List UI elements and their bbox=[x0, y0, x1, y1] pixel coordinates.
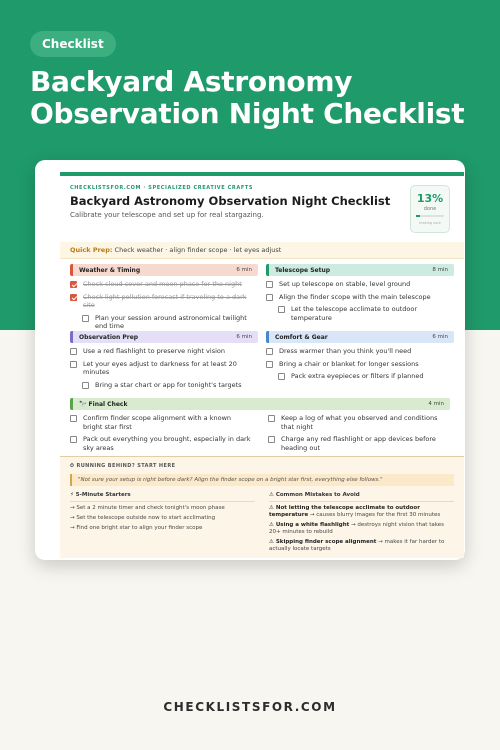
checklist-item-label: Bring a chair or blanket for longer sessions bbox=[279, 359, 419, 368]
starters-column bbox=[70, 492, 255, 553]
footer-brand: CHECKLISTSFOR.COM bbox=[163, 700, 337, 714]
checkbox[interactable] bbox=[266, 294, 273, 301]
final-check-section bbox=[70, 398, 450, 452]
running-behind-quote: "Not sure your setup is right before dark? Align the finder scope on a bright star first, everything else follows." bbox=[70, 474, 454, 486]
hero-title: Backyard Astronomy Observation Night Checklist bbox=[30, 65, 465, 130]
checklist-item-label: Plan your session around astronomical twilight end time bbox=[95, 313, 247, 330]
checkbox[interactable] bbox=[70, 361, 77, 368]
final-check-column bbox=[70, 410, 252, 452]
checklist-item[interactable] bbox=[266, 280, 454, 289]
checklist-item[interactable] bbox=[82, 381, 258, 390]
checklist-item-label: Charge any red flashlight or app devices before heading out bbox=[281, 435, 436, 452]
mistake-title: ⚠ Skipping finder scope alignment bbox=[269, 539, 377, 545]
checkbox[interactable] bbox=[70, 436, 77, 443]
section-minutes: 6 min bbox=[432, 334, 448, 340]
checklist-item-label: Keep a log of what you observed and conditions that night bbox=[281, 414, 438, 431]
mistake-item bbox=[269, 505, 454, 519]
checklist-item[interactable] bbox=[266, 293, 454, 302]
sheet-subtitle: Calibrate your telescope and set up for real stargazing. bbox=[70, 211, 264, 219]
checklist-sheet bbox=[60, 172, 464, 558]
section-minutes: 6 min bbox=[236, 267, 252, 273]
mistake-item bbox=[269, 522, 454, 536]
checklist-item[interactable] bbox=[70, 435, 252, 452]
mistake-consequence: → makes it far harder to actually locate targets bbox=[269, 539, 445, 552]
checkbox[interactable] bbox=[82, 382, 89, 389]
checklist-item[interactable] bbox=[268, 435, 450, 452]
checklist-section bbox=[70, 264, 258, 331]
checklist-item-label: Use a red flashlight to preserve night vision bbox=[83, 347, 225, 355]
checklist-item[interactable] bbox=[70, 360, 258, 377]
checklist-item-label: Align the finder scope with the main telescope bbox=[279, 292, 431, 301]
section-header bbox=[70, 264, 258, 276]
checkbox[interactable] bbox=[70, 281, 77, 288]
checkbox[interactable] bbox=[70, 415, 77, 422]
starters-title: ⚡ 5-Minute Starters bbox=[70, 492, 255, 502]
checklist-item-label: Let your eyes adjust to darkness for at least 20 minutes bbox=[83, 359, 237, 376]
checklist-section bbox=[266, 331, 454, 381]
checkbox[interactable] bbox=[70, 294, 77, 301]
checklist-item[interactable] bbox=[70, 293, 258, 310]
section-title: 🔭 Final Check bbox=[79, 400, 128, 408]
checklist-item-label: Check cloud cover and moon phase for the night bbox=[83, 280, 242, 288]
checklist-item[interactable] bbox=[266, 360, 454, 369]
checklist-item[interactable] bbox=[70, 347, 258, 356]
progress-fill bbox=[416, 215, 420, 217]
section-header bbox=[70, 398, 450, 410]
mistake-consequence: → causes blurry images for the first 30 minutes bbox=[308, 512, 441, 518]
progress-widget bbox=[410, 185, 450, 233]
checklist-badge: Checklist bbox=[30, 31, 116, 57]
checklist-item[interactable] bbox=[278, 305, 454, 322]
sheet-kicker: CHECKLISTSFOR.COM · SPECIALIZED CREATIVE CRAFTS bbox=[70, 185, 254, 191]
sheet-title: Backyard Astronomy Observation Night Checklist bbox=[70, 194, 391, 208]
checklist-item[interactable] bbox=[70, 280, 258, 289]
checklist-item[interactable] bbox=[278, 372, 454, 381]
progress-note: making sure bbox=[419, 221, 441, 225]
checkbox[interactable] bbox=[82, 315, 89, 322]
checklist-item-label: Check light pollution forecast if traveling to a dark site bbox=[83, 292, 247, 309]
mistake-title: ⚠ Using a white flashlight bbox=[269, 522, 350, 528]
checkbox[interactable] bbox=[266, 348, 273, 355]
checklist-item-label: Bring a star chart or app for tonight's targets bbox=[95, 380, 242, 389]
progress-percent: 13% bbox=[416, 192, 444, 205]
checklist-section bbox=[266, 264, 454, 322]
checklist-section bbox=[70, 331, 258, 389]
checkbox[interactable] bbox=[278, 306, 285, 313]
section-header bbox=[266, 331, 454, 343]
checkbox[interactable] bbox=[278, 373, 285, 380]
section-minutes: 8 min bbox=[432, 267, 448, 273]
section-title: Weather & Timing bbox=[79, 266, 141, 274]
quick-prep-text: Check weather · align finder scope · let eyes adjust bbox=[114, 246, 282, 254]
checkbox[interactable] bbox=[266, 281, 273, 288]
checklist-item-label: Set up telescope on stable, level ground bbox=[279, 280, 411, 288]
sheet-header bbox=[60, 176, 464, 242]
quick-prep-label: Quick Prep: bbox=[70, 246, 113, 254]
section-title: Telescope Setup bbox=[275, 266, 331, 274]
mistakes-title: ⚠ Common Mistakes to Avoid bbox=[269, 492, 454, 502]
starter-item: → Find one bright star to align your finder scope bbox=[70, 525, 203, 531]
progress-bar bbox=[416, 215, 444, 217]
section-title: Comfort & Gear bbox=[275, 333, 328, 341]
checkbox[interactable] bbox=[268, 436, 275, 443]
mistake-title: ⚠ Not letting the telescope acclimate to outdoor temperature bbox=[269, 505, 420, 518]
section-title: Observation Prep bbox=[79, 333, 139, 341]
running-behind-heading: ⏱ RUNNING BEHIND? START HERE bbox=[70, 463, 176, 469]
starter-item: → Set a 2 minute timer and check tonight's moon phase bbox=[70, 505, 225, 511]
section-minutes: 4 min bbox=[428, 401, 444, 407]
mistake-item bbox=[269, 539, 454, 553]
section-header bbox=[266, 264, 454, 276]
checkbox[interactable] bbox=[266, 361, 273, 368]
mistakes-column bbox=[269, 492, 454, 553]
checkbox[interactable] bbox=[70, 348, 77, 355]
section-header bbox=[70, 331, 258, 343]
checklist-item-label: Let the telescope acclimate to outdoor temperature bbox=[291, 305, 417, 322]
checklist-item-label: Pack out everything you brought, especially in dark sky areas bbox=[83, 435, 251, 452]
checklist-item[interactable] bbox=[70, 414, 252, 431]
progress-label: done bbox=[423, 206, 437, 212]
section-minutes: 6 min bbox=[236, 334, 252, 340]
checkbox[interactable] bbox=[268, 415, 275, 422]
checklist-item-label: Dress warmer than you think you'll need bbox=[279, 347, 412, 355]
checklist-item-label: Pack extra eyepieces or filters if planned bbox=[291, 372, 424, 380]
quick-prep-bar bbox=[60, 242, 464, 259]
checklist-item[interactable] bbox=[82, 314, 258, 331]
starter-item: → Set the telescope outside now to start acclimating bbox=[70, 515, 216, 521]
checklist-item[interactable] bbox=[268, 414, 450, 431]
checklist-item[interactable] bbox=[266, 347, 454, 356]
mistake-consequence: → destroys night vision that takes 20+ minutes to rebuild bbox=[269, 522, 444, 535]
running-behind-panel bbox=[60, 456, 464, 558]
checklist-item-label: Confirm finder scope alignment with a known bright star first bbox=[83, 414, 231, 431]
final-check-column bbox=[268, 410, 450, 452]
